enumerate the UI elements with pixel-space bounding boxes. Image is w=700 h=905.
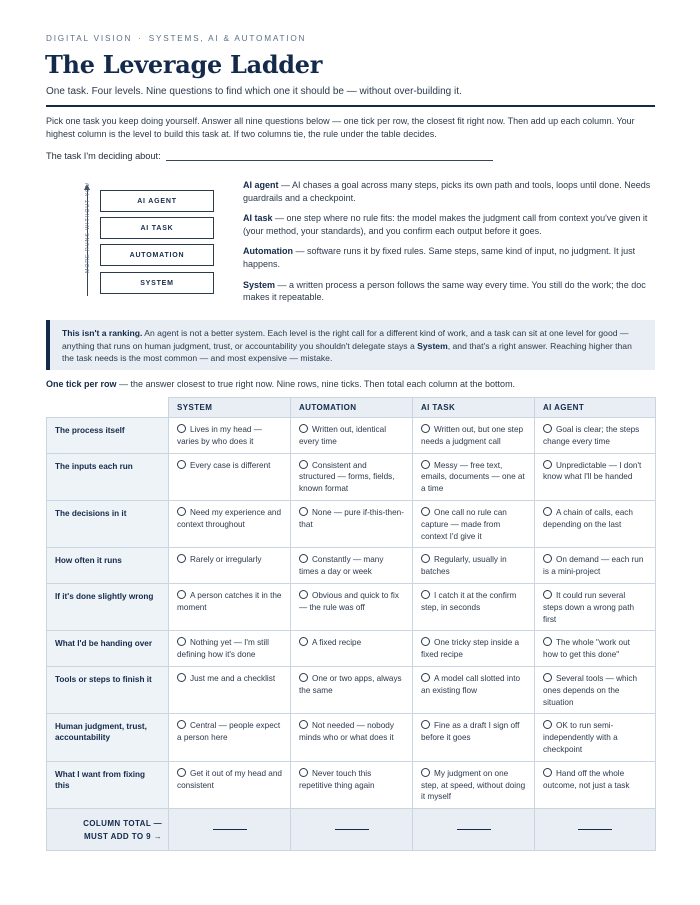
header-divider [46,105,655,107]
definition-term: AI task [243,213,273,224]
definition-text: — one step where no rule fits: the model makes the judgment call from context you've given it (your method, your standards), and you confirm each output before it goes. [243,213,648,236]
option-text: The whole "work out how to get this done" [543,638,630,660]
ladder-axis-label: MORE RUNS WITHOUT YOU [85,182,91,273]
option-cell[interactable] [291,548,413,584]
option-cell[interactable] [169,418,291,454]
option-text: On demand — each run is a mini-project [543,555,644,577]
option-cell[interactable] [413,631,535,667]
tick-circle-icon[interactable] [177,590,186,599]
instruction-text: — the answer closest to true right now. Nine rows, nine ticks. Then total each column at the bottom. [116,379,516,389]
eyebrow-separator: · [138,34,143,43]
row-label: Tools or steps to finish it [47,666,169,713]
tick-instruction [46,379,515,389]
option-text: Written out, identical every time [299,425,387,446]
option-cell[interactable] [413,453,535,500]
eyebrow-brand: DIGITAL VISION [46,34,133,43]
option-text: My judgment on one step, at speed, without doing it myself [421,768,526,802]
tick-circle-icon[interactable] [299,637,308,646]
tick-circle-icon[interactable] [177,554,186,563]
option-cell[interactable] [413,714,535,761]
option-text: Hand off the whole outcome, not just a task [543,768,630,790]
tick-circle-icon[interactable] [421,720,430,729]
option-cell[interactable] [291,666,413,713]
option-cell[interactable] [169,666,291,713]
tick-circle-icon[interactable] [177,720,186,729]
option-text: Need my experience and context throughout [177,507,282,529]
row-label: The inputs each run [47,453,169,500]
column-header-ai-agent: AI AGENT [535,398,656,418]
task-input-line[interactable] [166,160,493,161]
option-text: Fine as a draft I sign off before it goes [421,721,520,743]
option-text: Consistent and structured — forms, fields, known format [299,460,395,494]
callout-emphasis: System [417,340,448,351]
tick-circle-icon[interactable] [421,424,430,433]
total-blank[interactable] [213,829,247,830]
tick-circle-icon[interactable] [421,507,430,516]
option-text: Regularly, usually in batches [421,555,507,577]
not-a-ranking-callout [46,320,655,370]
total-blank[interactable] [578,829,612,830]
option-cell[interactable] [413,666,535,713]
tick-circle-icon[interactable] [421,768,430,777]
task-prompt-label: The task I'm deciding about: [46,151,161,161]
option-text: A person catches it in the moment [177,590,282,612]
row-label: The process itself [47,418,169,454]
option-cell[interactable] [535,418,656,454]
tick-circle-icon[interactable] [543,507,552,516]
option-text: Several tools — which ones depends on the situation [543,673,637,707]
tick-circle-icon[interactable] [299,673,308,682]
option-cell[interactable] [535,631,656,667]
table-row [47,583,656,630]
option-cell[interactable] [291,500,413,547]
total-blank[interactable] [457,829,491,830]
tick-circle-icon[interactable] [421,637,430,646]
option-text: A fixed recipe [312,638,362,648]
table-row [47,631,656,667]
tick-circle-icon[interactable] [543,460,552,469]
eyebrow [46,34,306,43]
tick-circle-icon[interactable] [299,720,308,729]
option-cell[interactable] [535,666,656,713]
option-text: Written out, but one step needs a judgment call [421,425,524,446]
definition-ai-agent [243,179,653,204]
total-cell-system[interactable] [169,809,291,851]
definition-text: — software runs it by fixed rules. Same steps, same kind of input, no judgment. It just happens. [243,246,636,269]
option-text: Central — people expect a person here [177,721,281,743]
leverage-grid [46,397,656,851]
row-label: What I want from fixing this [47,761,169,808]
option-text: OK to run semi-independently with a checkpoint [543,721,618,754]
column-header-system: SYSTEM [169,398,291,418]
tick-circle-icon[interactable] [543,673,552,682]
option-text: One tricky step inside a fixed recipe [421,638,520,660]
row-label: How often it runs [47,548,169,584]
tick-circle-icon[interactable] [421,460,430,469]
total-cell-ai-agent[interactable] [535,809,656,851]
corner-cell [47,398,169,418]
table-row [47,548,656,584]
option-text: Not needed — nobody minds who or what does it [299,721,394,743]
tick-circle-icon[interactable] [543,768,552,777]
option-text: I catch it at the confirm step, in seconds [421,590,517,612]
option-text: One call no rule can capture — made from context I'd give it [421,507,507,541]
option-cell[interactable] [535,583,656,630]
column-total-label-line-2: MUST ADD TO 9 → [83,831,162,841]
tick-circle-icon[interactable] [543,554,552,563]
instruction-lead: One tick per row [46,379,117,389]
tick-circle-icon[interactable] [177,768,186,777]
option-text: Get it out of my head and consistent [177,768,282,790]
row-label: The decisions in it [47,500,169,547]
definition-automation [243,245,653,270]
definition-term: Automation [243,246,293,257]
tick-circle-icon[interactable] [421,673,430,682]
option-text: Just me and a checklist [190,673,276,683]
tick-circle-icon[interactable] [299,424,308,433]
option-text: A chain of calls, each depending on the last [543,507,633,529]
option-text: Never touch this repetitive thing again [299,768,375,790]
tick-circle-icon[interactable] [299,507,308,516]
tick-circle-icon[interactable] [421,590,430,599]
intro-paragraph: Pick one task you keep doing yourself. Answer all nine questions below — one tick per row, the closest fit right now. Then add up each column. Your highest column is the level to build this task at. If two columns tie, the rule under the table decides. [46,116,635,139]
option-text: Unpredictable — I don't know what I'll be handed [543,460,642,482]
option-cell[interactable] [169,548,291,584]
tick-circle-icon[interactable] [543,590,552,599]
option-cell[interactable] [413,583,535,630]
tick-circle-icon[interactable] [299,590,308,599]
option-cell[interactable] [413,761,535,808]
column-total-label-line-1: COLUMN TOTAL — [83,818,162,828]
option-cell[interactable] [535,714,656,761]
ladder-rung-ai-task: AI TASK [100,217,214,239]
level-definitions [243,179,653,312]
total-cell-automation[interactable] [291,809,413,851]
row-label: What I'd be handing over [47,631,169,667]
page-subtitle: One task. Four levels. Nine questions to find which one it should be — without over-building it. [46,86,462,97]
ladder-rung-system: SYSTEM [100,272,214,294]
tick-circle-icon[interactable] [299,460,308,469]
option-cell[interactable] [169,761,291,808]
option-text: Lives in my head — varies by who does it [177,425,262,446]
tick-circle-icon[interactable] [299,768,308,777]
column-header-automation: AUTOMATION [291,398,413,418]
tick-circle-icon[interactable] [421,554,430,563]
option-cell[interactable] [291,761,413,808]
option-cell[interactable] [169,631,291,667]
tick-circle-icon[interactable] [543,424,552,433]
option-text: It could run several steps down a wrong path first [543,590,635,624]
option-text: Obvious and quick to fix — the rule was off [299,590,399,612]
page-title: The Leverage Ladder [45,50,323,79]
callout-text: An agent is not a better system. Each level is the right call for a different kind of work, and a task can sit at one level for good — anything that runs on human judgment, trust, or accountability you shouldn't delegate stays a [62,328,629,351]
ladder-rung-automation: AUTOMATION [100,244,214,266]
option-cell[interactable] [169,714,291,761]
callout-text-end: , and that's a right answer. Reaching higher than the task needs is the most common — and most expensive — mistake. [62,340,632,363]
option-text: Goal is clear; the steps change every time [543,425,640,446]
option-text: A model call slotted into an existing flow [421,673,521,695]
option-cell[interactable] [413,500,535,547]
option-cell[interactable] [169,453,291,500]
tick-circle-icon[interactable] [177,673,186,682]
ladder-rung-ai-agent: AI AGENT [100,190,214,212]
option-cell[interactable] [169,583,291,630]
definition-ai-task [243,212,653,237]
definition-term: AI agent [243,180,279,190]
option-cell[interactable] [535,548,656,584]
option-text: One or two apps, always the same [299,673,402,695]
table-row [47,418,656,454]
total-blank[interactable] [335,829,369,830]
row-label: Human judgment, trust, accountability [47,714,169,761]
option-text: Messy — free text, emails, documents — one at a time [421,460,525,494]
definition-term: System [243,279,276,290]
option-cell[interactable] [413,548,535,584]
option-cell[interactable] [535,500,656,547]
table-row [47,666,656,713]
tick-circle-icon[interactable] [177,507,186,516]
option-text: Constantly — many times a day or week [299,555,384,577]
callout-lead: This isn't a ranking. [62,328,143,338]
table-row [47,761,656,808]
option-cell[interactable] [291,631,413,667]
tick-circle-icon[interactable] [177,424,186,433]
column-total-label [47,809,169,851]
option-cell[interactable] [413,418,535,454]
option-text: Rarely or irregularly [190,555,262,565]
tick-circle-icon[interactable] [177,637,186,646]
tick-circle-icon[interactable] [177,460,186,469]
column-total-row [47,809,656,851]
option-text: Every case is different [190,460,271,470]
option-text: None — pure if-this-then-that [299,507,404,529]
option-text: Nothing yet — I'm still defining how it's done [177,638,269,660]
definition-system [243,279,653,304]
row-label: If it's done slightly wrong [47,583,169,630]
tick-circle-icon[interactable] [543,720,552,729]
option-cell[interactable] [291,583,413,630]
table-row [47,500,656,547]
total-cell-ai-task[interactable] [413,809,535,851]
definition-text: — a written process a person follows the same way every time. You still do the work; the doc makes it repeatable. [243,279,646,303]
table-row [47,453,656,500]
tick-circle-icon[interactable] [543,637,552,646]
column-header-ai-task: AI TASK [413,398,535,418]
eyebrow-topic: SYSTEMS, AI & AUTOMATION [148,34,307,43]
table-row [47,714,656,761]
option-cell[interactable] [291,714,413,761]
definition-text: — AI chases a goal across many steps, picks its own path and tools, loops until done. Needs guardrails and a checkpoint. [243,180,651,203]
tick-circle-icon[interactable] [299,554,308,563]
option-cell[interactable] [291,453,413,500]
option-cell[interactable] [535,761,656,808]
option-cell[interactable] [291,418,413,454]
option-cell[interactable] [169,500,291,547]
option-cell[interactable] [535,453,656,500]
